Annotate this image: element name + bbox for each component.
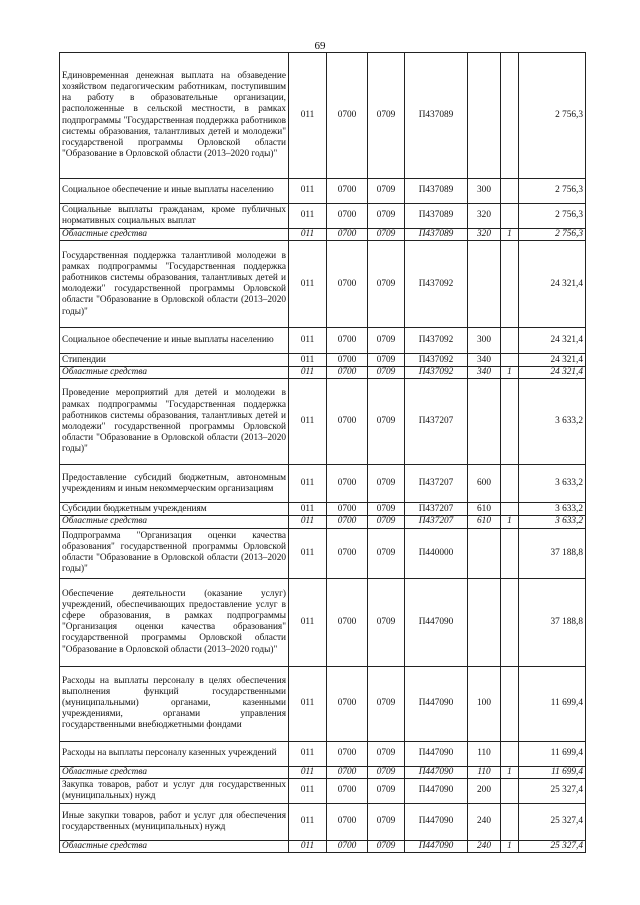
row-sum-cell: 24 321,4 bbox=[519, 328, 586, 354]
row-name-cell: Расходы на выплаты персоналу казенных учреждений bbox=[60, 741, 289, 766]
row-gr-cell: 011 bbox=[289, 328, 327, 354]
row-name-cell: Областные средства bbox=[60, 367, 289, 379]
row-vr-cell: 300 bbox=[468, 179, 501, 204]
row-pr-cell: 0709 bbox=[368, 354, 405, 367]
row-name-cell: Областные средства bbox=[60, 840, 289, 852]
row-src-cell bbox=[501, 204, 519, 229]
row-pr-cell: 0709 bbox=[368, 241, 405, 328]
row-rz-cell: 0700 bbox=[327, 229, 368, 241]
row-rz-cell: 0700 bbox=[327, 367, 368, 379]
row-rz-cell: 0700 bbox=[327, 766, 368, 778]
table-row bbox=[60, 241, 586, 328]
row-name-cell: Подпрограмма "Организация оценки качества образования" государственной программы Орловской области "Образование в Орловской области (2013–2020 годы)" bbox=[60, 528, 289, 578]
row-vr-cell bbox=[468, 379, 501, 465]
row-gr-cell: 011 bbox=[289, 465, 327, 503]
row-gr-cell: 011 bbox=[289, 204, 327, 229]
row-sum-cell: 24 321,4 bbox=[519, 241, 586, 328]
row-csr-cell: П437089 bbox=[405, 53, 468, 179]
row-name-cell: Областные средства bbox=[60, 766, 289, 778]
row-csr-cell: П437207 bbox=[405, 503, 468, 516]
row-csr-cell: П437207 bbox=[405, 465, 468, 503]
row-name-cell: Закупка товаров, работ и услуг для государственных (муниципальных) нужд bbox=[60, 778, 289, 803]
table-row bbox=[60, 229, 586, 241]
row-vr-cell: 300 bbox=[468, 328, 501, 354]
row-src-cell bbox=[501, 53, 519, 179]
table-row bbox=[60, 766, 586, 778]
row-sum-cell: 3 633,2 bbox=[519, 516, 586, 528]
row-vr-cell: 320 bbox=[468, 229, 501, 241]
row-pr-cell: 0709 bbox=[368, 840, 405, 852]
row-rz-cell: 0700 bbox=[327, 503, 368, 516]
row-name-cell: Субсидии бюджетным учреждениям bbox=[60, 503, 289, 516]
row-sum-cell: 25 327,4 bbox=[519, 803, 586, 840]
row-sum-cell: 2 756,3 bbox=[519, 229, 586, 241]
row-pr-cell: 0709 bbox=[368, 528, 405, 578]
row-sum-cell: 37 188,8 bbox=[519, 528, 586, 578]
table-row bbox=[60, 840, 586, 852]
row-name-cell: Областные средства bbox=[60, 229, 289, 241]
row-vr-cell bbox=[468, 528, 501, 578]
row-sum-cell: 37 188,8 bbox=[519, 578, 586, 666]
row-pr-cell: 0709 bbox=[368, 179, 405, 204]
row-rz-cell: 0700 bbox=[327, 803, 368, 840]
row-rz-cell: 0700 bbox=[327, 840, 368, 852]
row-src-cell bbox=[501, 241, 519, 328]
row-pr-cell: 0709 bbox=[368, 516, 405, 528]
row-vr-cell: 110 bbox=[468, 741, 501, 766]
row-csr-cell: П437089 bbox=[405, 229, 468, 241]
row-vr-cell: 610 bbox=[468, 516, 501, 528]
row-csr-cell: П447090 bbox=[405, 741, 468, 766]
row-src-cell: 1 bbox=[501, 766, 519, 778]
row-gr-cell: 011 bbox=[289, 528, 327, 578]
table-row bbox=[60, 354, 586, 367]
row-csr-cell: П447090 bbox=[405, 840, 468, 852]
row-sum-cell: 25 327,4 bbox=[519, 778, 586, 803]
row-vr-cell: 240 bbox=[468, 803, 501, 840]
row-csr-cell: П437207 bbox=[405, 516, 468, 528]
table-row bbox=[60, 379, 586, 465]
row-gr-cell: 011 bbox=[289, 803, 327, 840]
row-csr-cell: П440000 bbox=[405, 528, 468, 578]
row-src-cell bbox=[501, 528, 519, 578]
row-rz-cell: 0700 bbox=[327, 465, 368, 503]
row-csr-cell: П447090 bbox=[405, 666, 468, 741]
row-sum-cell: 11 699,4 bbox=[519, 766, 586, 778]
row-vr-cell: 340 bbox=[468, 367, 501, 379]
row-gr-cell: 011 bbox=[289, 229, 327, 241]
row-rz-cell: 0700 bbox=[327, 53, 368, 179]
row-rz-cell: 0700 bbox=[327, 354, 368, 367]
table-row bbox=[60, 528, 586, 578]
row-pr-cell: 0709 bbox=[368, 53, 405, 179]
table-row bbox=[60, 328, 586, 354]
row-name-cell: Проведение мероприятий для детей и молодежи в рамках подпрограммы "Государственная поддержка работников системы образования, талантливых детей и молодежи" государственной программы Орловской области "Образование в Орловской области (2013–2020 годы)" bbox=[60, 379, 289, 465]
row-src-cell bbox=[501, 354, 519, 367]
table-row bbox=[60, 778, 586, 803]
row-rz-cell: 0700 bbox=[327, 741, 368, 766]
row-pr-cell: 0709 bbox=[368, 204, 405, 229]
row-csr-cell: П447090 bbox=[405, 578, 468, 666]
budget-table bbox=[59, 52, 586, 853]
row-vr-cell: 110 bbox=[468, 766, 501, 778]
row-src-cell bbox=[501, 379, 519, 465]
row-vr-cell: 320 bbox=[468, 204, 501, 229]
row-csr-cell: П447090 bbox=[405, 803, 468, 840]
row-sum-cell: 3 633,2 bbox=[519, 503, 586, 516]
row-pr-cell: 0709 bbox=[368, 367, 405, 379]
row-vr-cell: 100 bbox=[468, 666, 501, 741]
row-pr-cell: 0709 bbox=[368, 666, 405, 741]
row-src-cell: 1 bbox=[501, 516, 519, 528]
table-row bbox=[60, 503, 586, 516]
row-sum-cell: 3 633,2 bbox=[519, 465, 586, 503]
row-name-cell: Государственная поддержка талантливой молодежи в рамках подпрограммы "Государственная поддержка работников системы образования, талантливых детей и молодежи" государственной программы Орловской области "Образование в Орловской области (2013–2020 годы)" bbox=[60, 241, 289, 328]
row-gr-cell: 011 bbox=[289, 741, 327, 766]
row-pr-cell: 0709 bbox=[368, 778, 405, 803]
row-name-cell: Социальное обеспечение и иные выплаты населению bbox=[60, 179, 289, 204]
row-sum-cell: 3 633,2 bbox=[519, 379, 586, 465]
row-sum-cell: 24 321,4 bbox=[519, 367, 586, 379]
row-csr-cell: П437089 bbox=[405, 179, 468, 204]
row-src-cell: 1 bbox=[501, 229, 519, 241]
row-name-cell: Единовременная денежная выплата на обзаведение хозяйством педагогическим работникам, поступившим на работу в образовательные организации, расположенные в сельской местности, в рамках подпрограммы "Государственная поддержка работников системы образования, талантливых детей и молодежи" государственой программы Орловской области "Образование в Орловской области (2013–2020 годы)" bbox=[60, 53, 289, 179]
row-rz-cell: 0700 bbox=[327, 379, 368, 465]
row-vr-cell bbox=[468, 578, 501, 666]
row-name-cell: Обеспечение деятельности (оказание услуг) учреждений, обеспечивающих предоставление услуг в сфере образования, в рамках подпрограммы "Организация оценки качества образования" государственной программы Орловской области "Образование в Орловской области (2013–2020 годы)" bbox=[60, 578, 289, 666]
row-rz-cell: 0700 bbox=[327, 328, 368, 354]
row-vr-cell bbox=[468, 53, 501, 179]
row-csr-cell: П447090 bbox=[405, 778, 468, 803]
row-sum-cell: 11 699,4 bbox=[519, 741, 586, 766]
row-gr-cell: 011 bbox=[289, 53, 327, 179]
row-vr-cell: 240 bbox=[468, 840, 501, 852]
table-row bbox=[60, 465, 586, 503]
row-src-cell bbox=[501, 778, 519, 803]
row-csr-cell: П437092 bbox=[405, 241, 468, 328]
row-src-cell: 1 bbox=[501, 840, 519, 852]
row-rz-cell: 0700 bbox=[327, 516, 368, 528]
row-sum-cell: 2 756,3 bbox=[519, 179, 586, 204]
row-gr-cell: 011 bbox=[289, 379, 327, 465]
row-gr-cell: 011 bbox=[289, 367, 327, 379]
row-sum-cell: 11 699,4 bbox=[519, 666, 586, 741]
row-src-cell bbox=[501, 666, 519, 741]
row-gr-cell: 011 bbox=[289, 840, 327, 852]
row-gr-cell: 011 bbox=[289, 578, 327, 666]
table-row bbox=[60, 179, 586, 204]
row-rz-cell: 0700 bbox=[327, 666, 368, 741]
table-row bbox=[60, 204, 586, 229]
row-pr-cell: 0709 bbox=[368, 229, 405, 241]
row-src-cell bbox=[501, 741, 519, 766]
row-pr-cell: 0709 bbox=[368, 803, 405, 840]
row-gr-cell: 011 bbox=[289, 766, 327, 778]
row-src-cell bbox=[501, 803, 519, 840]
row-gr-cell: 011 bbox=[289, 354, 327, 367]
row-name-cell: Социальные выплаты гражданам, кроме публичных нормативных социальных выплат bbox=[60, 204, 289, 229]
row-src-cell bbox=[501, 328, 519, 354]
page-number: 69 bbox=[314, 40, 326, 52]
row-gr-cell: 011 bbox=[289, 778, 327, 803]
row-name-cell: Иные закупки товаров, работ и услуг для обеспечения государственных (муниципальных) нужд bbox=[60, 803, 289, 840]
row-rz-cell: 0700 bbox=[327, 528, 368, 578]
row-name-cell: Областные средства bbox=[60, 516, 289, 528]
row-csr-cell: П447090 bbox=[405, 766, 468, 778]
row-csr-cell: П437092 bbox=[405, 328, 468, 354]
row-gr-cell: 011 bbox=[289, 503, 327, 516]
table-row bbox=[60, 516, 586, 528]
row-csr-cell: П437092 bbox=[405, 367, 468, 379]
table-body bbox=[60, 53, 586, 853]
row-src-cell bbox=[501, 465, 519, 503]
row-vr-cell bbox=[468, 241, 501, 328]
row-rz-cell: 0700 bbox=[327, 204, 368, 229]
table-row bbox=[60, 578, 586, 666]
row-pr-cell: 0709 bbox=[368, 578, 405, 666]
table-row bbox=[60, 367, 586, 379]
row-rz-cell: 0700 bbox=[327, 241, 368, 328]
row-rz-cell: 0700 bbox=[327, 578, 368, 666]
row-name-cell: Расходы на выплаты персоналу в целях обеспечения выполнения функций государственными (муниципальными) органами, казенными учреждениями, органами управления государственными внебюджетными фондами bbox=[60, 666, 289, 741]
row-pr-cell: 0709 bbox=[368, 328, 405, 354]
row-gr-cell: 011 bbox=[289, 241, 327, 328]
row-gr-cell: 011 bbox=[289, 516, 327, 528]
table-row bbox=[60, 741, 586, 766]
row-sum-cell: 2 756,3 bbox=[519, 53, 586, 179]
row-sum-cell: 2 756,3 bbox=[519, 204, 586, 229]
row-vr-cell: 610 bbox=[468, 503, 501, 516]
row-gr-cell: 011 bbox=[289, 179, 327, 204]
row-pr-cell: 0709 bbox=[368, 503, 405, 516]
row-gr-cell: 011 bbox=[289, 666, 327, 741]
row-pr-cell: 0709 bbox=[368, 741, 405, 766]
row-sum-cell: 25 327,4 bbox=[519, 840, 586, 852]
table-row bbox=[60, 53, 586, 179]
row-vr-cell: 340 bbox=[468, 354, 501, 367]
row-rz-cell: 0700 bbox=[327, 778, 368, 803]
row-src-cell bbox=[501, 578, 519, 666]
row-pr-cell: 0709 bbox=[368, 465, 405, 503]
row-csr-cell: П437092 bbox=[405, 354, 468, 367]
row-sum-cell: 24 321,4 bbox=[519, 354, 586, 367]
table-row bbox=[60, 803, 586, 840]
row-name-cell: Стипендии bbox=[60, 354, 289, 367]
row-rz-cell: 0700 bbox=[327, 179, 368, 204]
row-name-cell: Предоставление субсидий бюджетным, автономным учреждениям и иным некоммерческим организациям bbox=[60, 465, 289, 503]
table-row bbox=[60, 666, 586, 741]
row-pr-cell: 0709 bbox=[368, 379, 405, 465]
row-csr-cell: П437089 bbox=[405, 204, 468, 229]
row-vr-cell: 200 bbox=[468, 778, 501, 803]
row-src-cell bbox=[501, 503, 519, 516]
row-name-cell: Социальное обеспечение и иные выплаты населению bbox=[60, 328, 289, 354]
row-csr-cell: П437207 bbox=[405, 379, 468, 465]
row-src-cell: 1 bbox=[501, 367, 519, 379]
row-vr-cell: 600 bbox=[468, 465, 501, 503]
row-src-cell bbox=[501, 179, 519, 204]
row-pr-cell: 0709 bbox=[368, 766, 405, 778]
